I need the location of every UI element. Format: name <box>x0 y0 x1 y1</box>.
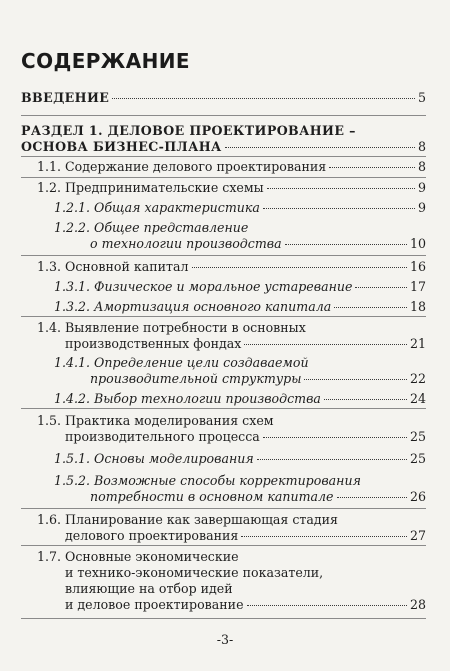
toc-entry-1-6 <box>37 512 426 544</box>
dot-leader <box>244 344 407 345</box>
toc-entry-page: 8 <box>417 139 426 154</box>
toc-entry-1-4 <box>37 320 426 352</box>
toc-entry-title: 1.3.2. Амортизация основного капитала <box>54 299 332 314</box>
toc-entry-title-cont: производственных фондах <box>65 336 242 351</box>
toc-entry-page: 10 <box>409 236 426 251</box>
toc-entry-title-cont: и технико-экономические показатели, <box>65 565 324 580</box>
toc-entry-page: 17 <box>409 279 426 294</box>
toc-entry-1-5-1 <box>54 451 426 467</box>
toc-entry-1-3 <box>37 259 426 275</box>
dot-leader <box>334 307 407 308</box>
toc-entry-title-cont: влияющие на отбор идей <box>65 581 233 596</box>
toc-entry-page: 21 <box>409 336 426 351</box>
toc-entry-title-cont: ОСНОВА БИЗНЕС-ПЛАНА <box>21 139 222 154</box>
toc-entry-1-2-1 <box>54 200 426 216</box>
toc-divider <box>21 508 426 509</box>
toc-entry-1-2-2 <box>54 220 426 252</box>
toc-divider <box>21 408 426 409</box>
toc-entry-title-cont: о технологии производства <box>90 236 282 251</box>
toc-entry-title: 1.2.1. Общая характеристика <box>54 200 260 215</box>
dot-leader <box>263 208 415 209</box>
toc-entry-title-cont: и деловое проектирование <box>65 597 244 612</box>
toc-entry-title: 1.3.1. Физическое и моральное устаревание <box>54 279 353 294</box>
page-title: СОДЕРЖАНИЕ <box>21 49 190 73</box>
toc-entry-title: 1.5. Практика моделирования схем <box>37 413 274 428</box>
dot-leader <box>241 536 407 537</box>
toc-entry-title-cont: потребности в основном капитале <box>90 489 334 504</box>
toc-entry-page: 16 <box>409 259 426 274</box>
toc-entry-title: 1.4.2. Выбор технологии производства <box>54 391 321 406</box>
dot-leader <box>337 497 407 498</box>
toc-divider <box>21 255 426 256</box>
toc-entry-1-3-1 <box>54 279 426 295</box>
toc-divider <box>21 177 426 178</box>
dot-leader <box>225 147 415 148</box>
toc-entry-page: 27 <box>409 528 426 543</box>
toc-divider <box>21 156 426 157</box>
toc-entry-title: ВВЕДЕНИЕ <box>21 90 110 105</box>
toc-entry-title: 1.1. Содержание делового проектирования <box>37 159 327 174</box>
toc-entry-page: 9 <box>417 180 426 195</box>
dot-leader <box>257 459 407 460</box>
toc-entry-title-cont: производительного процесса <box>65 429 260 444</box>
toc-entry-title-cont: производительной структуры <box>90 371 302 386</box>
toc-divider <box>21 115 426 116</box>
toc-divider <box>21 316 426 317</box>
toc-entry-title-cont: делового проектирования <box>65 528 239 543</box>
dot-leader <box>263 437 407 438</box>
toc-entry-page: 24 <box>409 391 426 406</box>
toc-entry-title: 1.3. Основной капитал <box>37 259 189 274</box>
toc-entry-title: 1.4.1. Определение цели создаваемой <box>54 355 309 370</box>
dot-leader <box>192 267 407 268</box>
toc-entry-title: 1.7. Основные экономические <box>37 549 239 564</box>
toc-entry-1-4-2 <box>54 391 426 407</box>
dot-leader <box>304 379 407 380</box>
toc-entry-page: 25 <box>409 451 426 466</box>
toc-entry-page: 28 <box>409 597 426 612</box>
toc-entry-section-1 <box>21 123 426 155</box>
page-number: -3- <box>216 632 234 647</box>
toc-entry-title: РАЗДЕЛ 1. ДЕЛОВОЕ ПРОЕКТИРОВАНИЕ – <box>21 123 356 138</box>
toc-entry-title: 1.2.2. Общее представление <box>54 220 249 235</box>
toc-entry-page: 8 <box>417 159 426 174</box>
toc-entry-page: 9 <box>417 200 426 215</box>
toc-entry-title: 1.5.2. Возможные способы корректирования <box>54 473 361 488</box>
toc-entry-1-5 <box>37 413 426 445</box>
toc-entry-page: 25 <box>409 429 426 444</box>
toc-entry-1-2 <box>37 180 426 196</box>
dot-leader <box>355 287 407 288</box>
dot-leader <box>324 399 407 400</box>
toc-entry-1-3-2 <box>54 299 426 315</box>
dot-leader <box>285 244 407 245</box>
dot-leader <box>329 167 415 168</box>
toc-entry-1-7 <box>37 549 426 613</box>
toc-entry-1-1 <box>37 159 426 175</box>
toc-entry-title: 1.6. Планирование как завершающая стадия <box>37 512 339 527</box>
toc-entry-page: 22 <box>409 371 426 386</box>
toc-entry-page: 26 <box>409 489 426 504</box>
toc-divider <box>21 545 426 546</box>
toc-entry-introduction <box>21 90 426 106</box>
toc-entry-1-5-2 <box>54 473 426 505</box>
toc-entry-page: 5 <box>417 90 426 105</box>
toc-divider <box>21 618 426 619</box>
toc-entry-title: 1.4. Выявление потребности в основных <box>37 320 306 335</box>
dot-leader <box>267 188 415 189</box>
toc-entry-page: 18 <box>409 299 426 314</box>
toc-entry-title: 1.2. Предпринимательские схемы <box>37 180 264 195</box>
dot-leader <box>112 98 415 99</box>
toc-entry-1-4-1 <box>54 355 426 387</box>
dot-leader <box>247 605 407 606</box>
toc-entry-title: 1.5.1. Основы моделирования <box>54 451 254 466</box>
